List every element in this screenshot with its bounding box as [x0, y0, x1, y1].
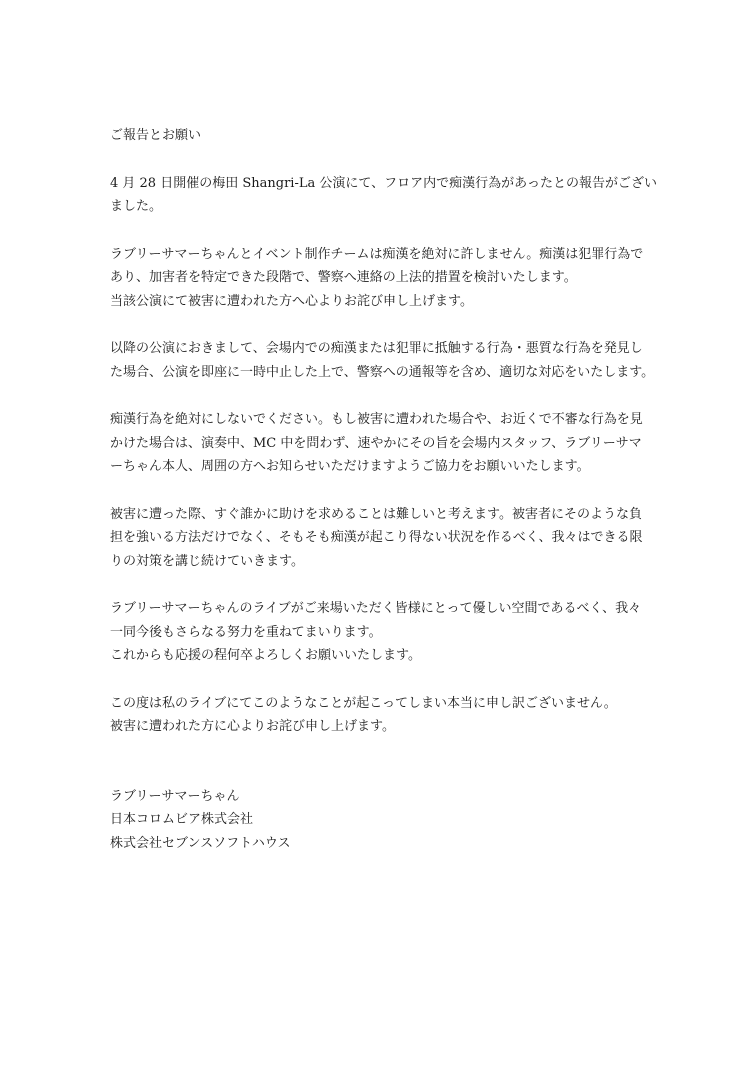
- signature-artist: ラブリーサマーちゃん: [110, 788, 240, 804]
- paragraph-line: 一同今後もさらなる努力を重ねてまいります。: [110, 624, 382, 640]
- signature-management: 株式会社セブンスソフトハウス: [110, 835, 291, 851]
- paragraph-line: 被害に遭った際、すぐ誰かに助けを求めることは難しいと考えます。被害者にそのような負: [110, 506, 642, 522]
- paragraph-line: これからも応援の程何卒よろしくお願いいたします。: [110, 648, 421, 663]
- paragraph-line: かけた場合は、演奏中、MC 中を問わず、速やかにその旨を会場内スタッフ、ラブリーサマ: [110, 435, 642, 451]
- paragraph-line: りの対策を講じ続けていきます。: [110, 553, 304, 569]
- signature-label: 日本コロムビア株式会社: [110, 812, 254, 827]
- signature-block: [110, 785, 646, 856]
- paragraph-line: 以降の公演におきまして、会場内での痴漢または犯罪に抵触する行為・悪質な行為を発見し: [110, 341, 643, 356]
- paragraph-6: [110, 597, 646, 668]
- document-content: [110, 124, 657, 855]
- paragraph-line: 被害に遭われた方に心よりお詫び申し上げます。: [110, 719, 395, 734]
- paragraph-2: [110, 243, 646, 314]
- paragraph-3: [110, 337, 655, 384]
- paragraph-1: [110, 172, 657, 219]
- paragraph-line: 4 月 28 日開催の梅田 Shangri-La 公演にて、フロア内で痴漢行為があったとの報告がござい: [110, 175, 657, 191]
- document-title: ご報告とお願い: [110, 128, 202, 143]
- paragraph-line: あり、加害者を特定できた段階で、警察へ連絡の上法的措置を検討いたします。: [110, 270, 577, 285]
- paragraph-line: 当該公演にて被害に遭われた方へ心よりお詫び申し上げます。: [110, 293, 473, 309]
- paragraph-line: ました。: [110, 199, 163, 214]
- paragraph-line: 痴漢行為を絶対にしないでください。もし被害に遭われた場合や、お近くで不審な行為を見: [110, 412, 643, 427]
- paragraph-7: [110, 692, 646, 739]
- paragraph-line: ラブリーサマーちゃんのライブがご来場いただく皆様にとって優しい空間であるべく、我々: [110, 601, 642, 616]
- paragraph-line: ーちゃん本人、周囲の方へお知らせいただけますようご協力をお願いいたします。: [110, 459, 590, 474]
- paragraph-line: ラブリーサマーちゃんとイベント制作チームは痴漢を絶対に許しません。痴漢は犯罪行為で: [110, 246, 644, 262]
- paragraph-line: この度は私のライブにてこのようなことが起こってしまい本当に申し訳ございません。: [110, 695, 617, 711]
- paragraph-4: [110, 408, 646, 479]
- paragraph-5: [110, 503, 646, 574]
- paragraph-line: た場合、公演を即座に一時中止した上で、警察への通報等を含め、適切な対応をいたします。: [110, 364, 655, 380]
- paragraph-line: 担を強いる方法だけでなく、そもそも痴漢が起こり得ない状況を作るべく、我々はできる限: [110, 530, 643, 545]
